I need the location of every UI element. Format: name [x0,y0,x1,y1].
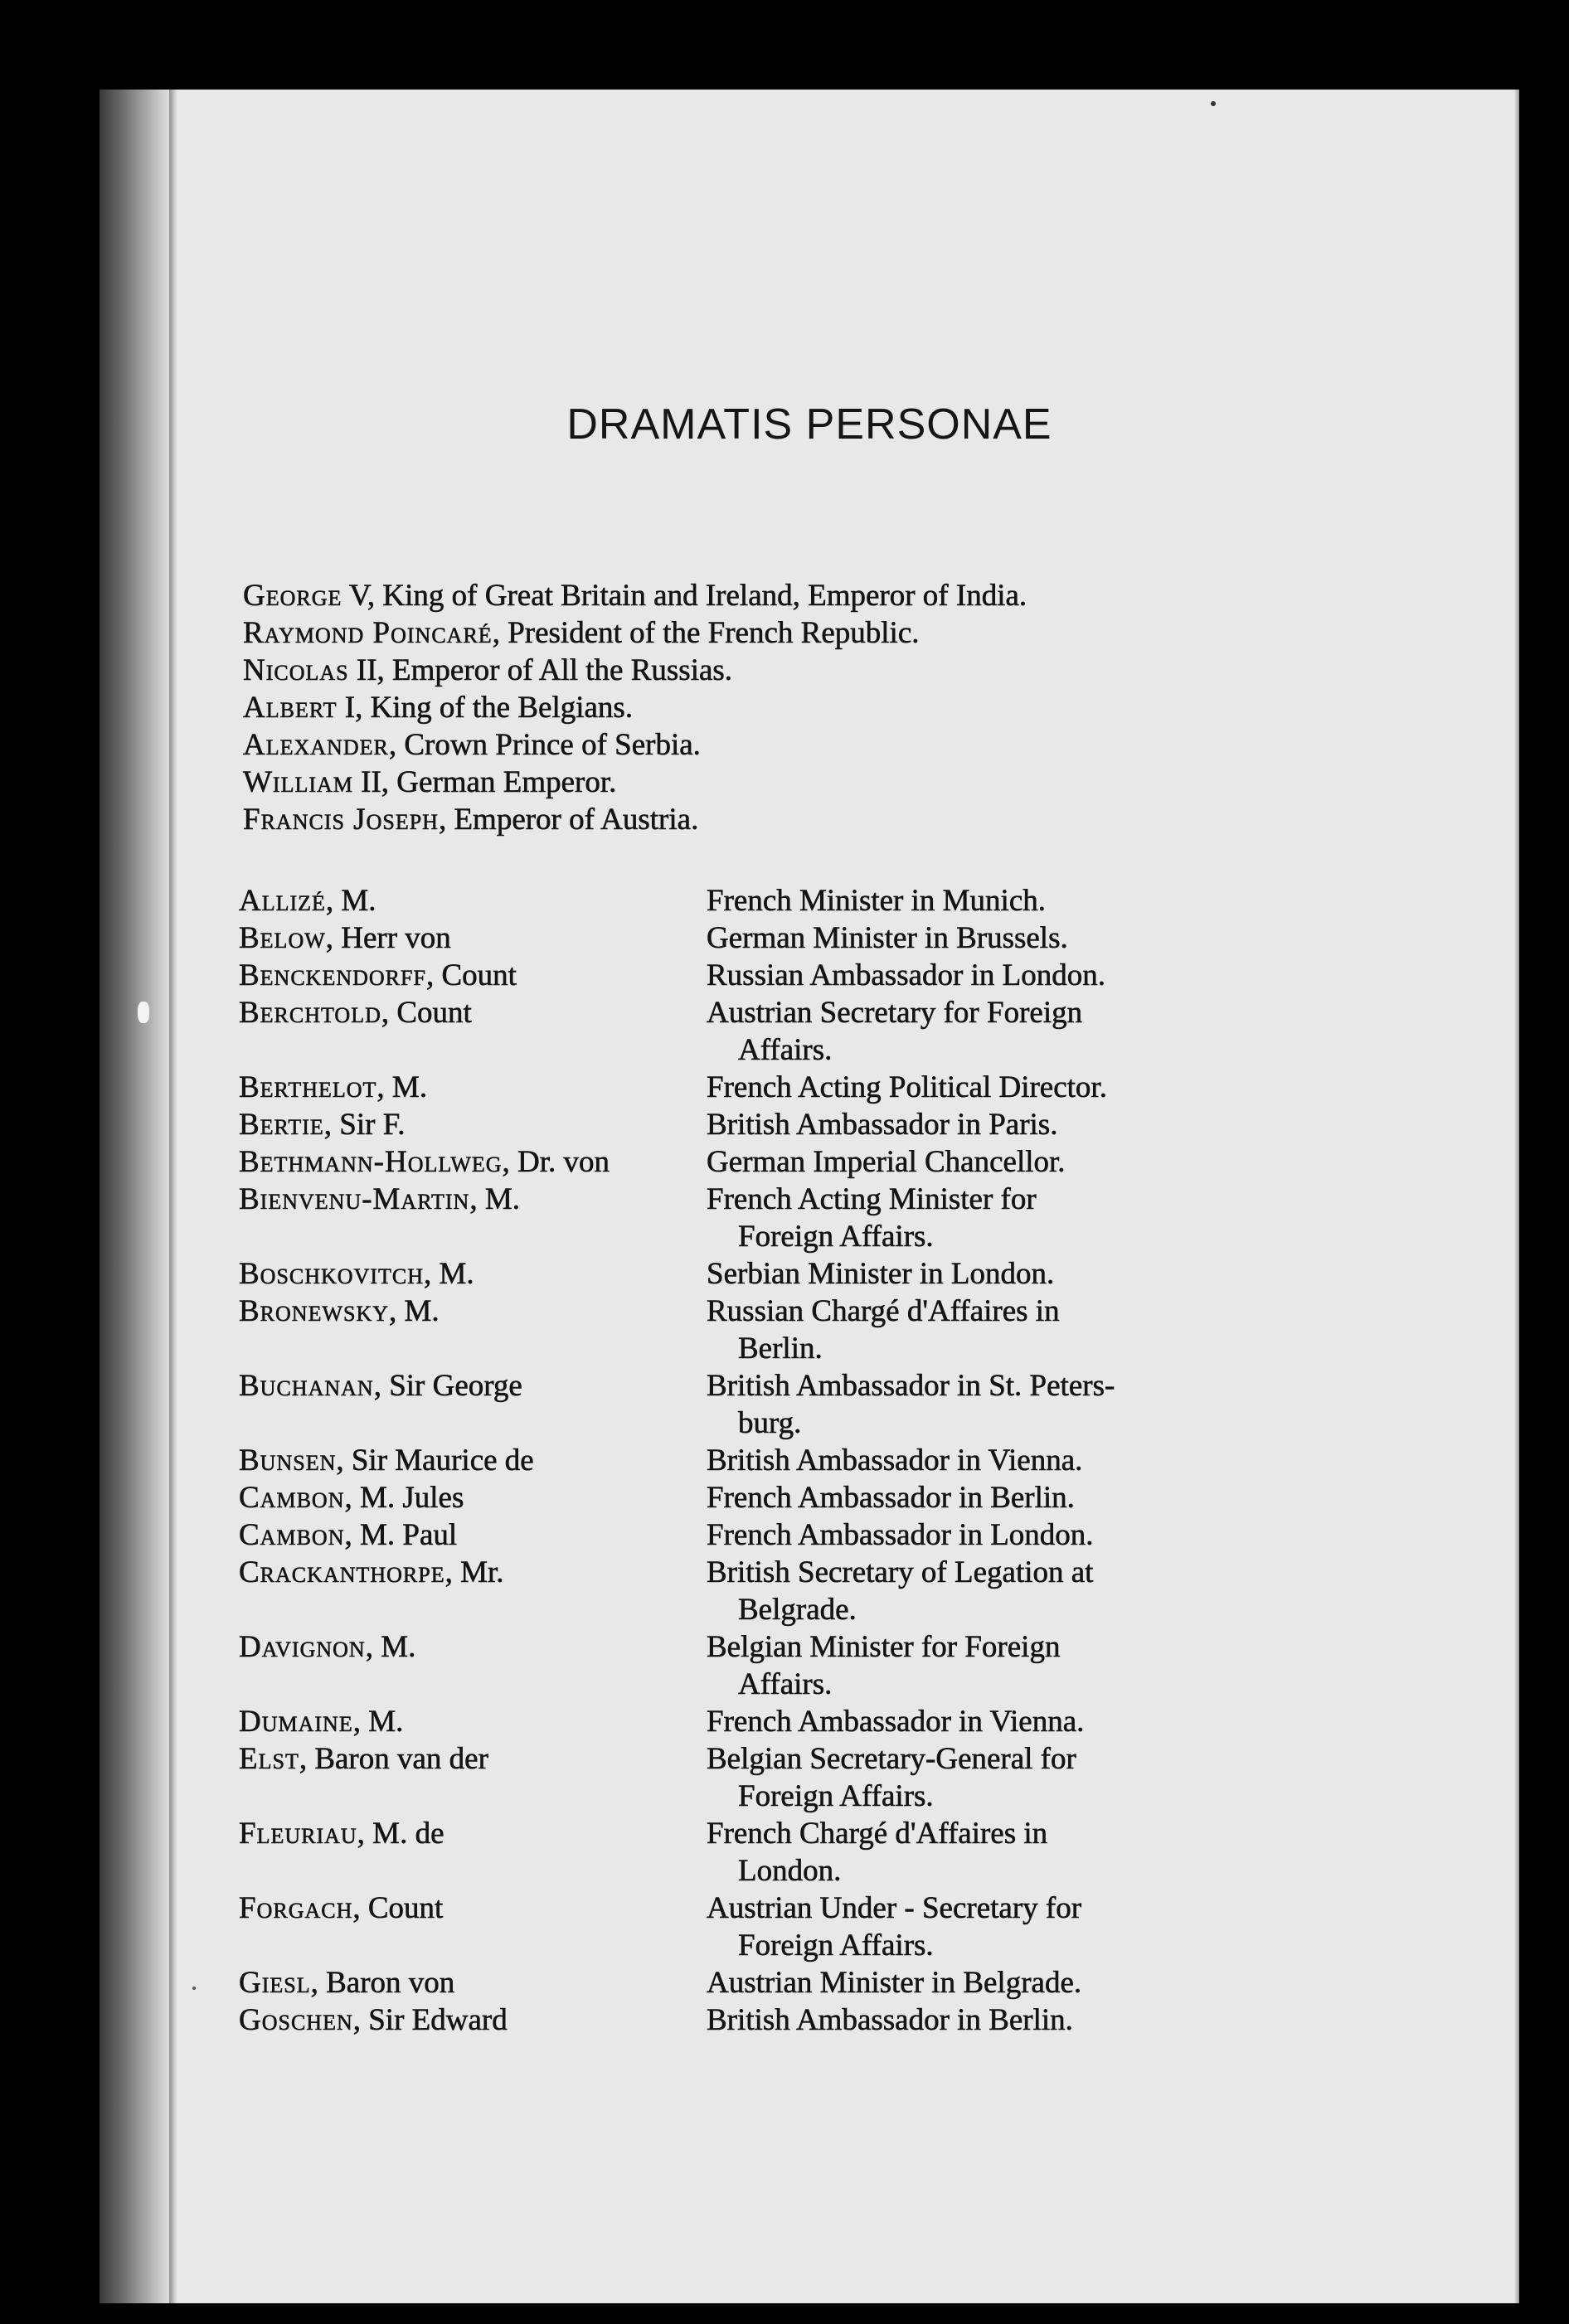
dramatis-personae-table [239,882,1317,2039]
person-name-cell [239,1890,707,1927]
person-role-cell [707,919,1193,957]
person-surname: Bronewsky [239,1294,390,1328]
person-surname: Bertie [239,1108,324,1142]
person-given-name: , Baron von [310,1966,455,2000]
person-name-cell [239,2001,707,2039]
person-name-cell [239,994,707,1031]
person-surname: Bienvenu-Martin [239,1182,470,1216]
table-row [239,882,1317,919]
person-name-cell [239,1516,707,1554]
person-role-cell [707,1815,1193,1890]
person-role-cell [707,1069,1193,1106]
person-name: Albert [243,691,338,725]
scan-speck [138,1002,149,1023]
person-name-cell [239,1554,707,1591]
person-given-name: , Sir F. [323,1108,406,1142]
person-role-cell [707,2001,1193,2039]
role-line: French Acting Minister for [707,1182,1037,1216]
list-item [243,652,1027,689]
table-row [239,1106,1317,1143]
person-name-cell [239,1367,707,1405]
role-line: French Ambassador in Berlin. [707,1481,1075,1515]
role-line: British Ambassador in Berlin. [707,2003,1073,2037]
person-name: Francis Joseph [243,803,439,837]
list-item [243,801,1027,838]
person-given-name: , M. [325,884,376,918]
person-surname: Goschen [239,2003,353,2037]
table-row [239,1740,1317,1815]
role-line: British Ambassador in St. Peters- [707,1369,1115,1403]
person-role-cell [707,1367,1193,1442]
person-name: William [243,765,353,799]
list-item [243,577,1027,614]
person-given-name: , M. de [357,1817,444,1851]
person-surname: Giesl [239,1966,311,2000]
person-name-cell [239,1628,707,1666]
scan-speck [192,1987,196,1990]
person-given-name: , Count [352,1891,444,1925]
page-title: DRAMATIS PERSONAE [566,400,1052,449]
person-description: II, Emperor of All the Russias. [348,653,733,687]
table-row [239,994,1317,1069]
table-row [239,1181,1317,1255]
role-line: Foreign Affairs. [738,1220,934,1254]
person-name-cell [239,957,707,994]
person-given-name: , Mr. [444,1555,504,1589]
role-line: German Imperial Chancellor. [707,1145,1066,1179]
person-name-cell [239,1964,707,2001]
list-item [243,726,1027,764]
person-surname: Davignon [239,1630,366,1664]
person-given-name: , Sir Edward [352,2003,508,2037]
person-name-cell [239,1143,707,1181]
table-row [239,1293,1317,1367]
table-row [239,2001,1317,2039]
person-description: II, German Emperor. [352,765,617,799]
table-row [239,1479,1317,1516]
role-line: French Acting Political Director. [707,1070,1107,1104]
person-given-name: , M. Paul [344,1518,458,1552]
person-name: Raymond Poincaré [243,616,493,650]
role-line: Russian Ambassador in London. [707,958,1105,992]
table-row [239,919,1317,957]
role-line: British Ambassador in Paris. [707,1108,1058,1142]
person-role-cell [707,1890,1193,1964]
person-name: Nicolas [243,653,349,687]
list-item [243,689,1027,726]
person-surname: Allizé [239,884,326,918]
table-row [239,1815,1317,1890]
table-row [239,1554,1317,1628]
scan-speck [1211,101,1216,106]
person-name-cell [239,1181,707,1218]
person-description: , President of the French Republic. [492,616,920,650]
role-line: Affairs. [738,1033,833,1067]
role-line: burg. [738,1406,802,1440]
person-name-cell [239,1479,707,1516]
person-surname: Elst [239,1742,299,1776]
person-surname: Benckendorff [239,958,426,992]
person-given-name: , M. [365,1630,416,1664]
person-given-name: , Herr von [325,921,451,955]
role-line: Belgian Secretary-General for [707,1742,1076,1776]
table-row [239,1703,1317,1740]
role-line: Belgian Minister for Foreign [707,1630,1061,1664]
person-surname: Fleuriau [239,1817,357,1851]
person-name: George [243,579,342,613]
person-name-cell [239,1106,707,1143]
person-given-name: , Baron van der [299,1742,488,1776]
role-line: Belgrade. [738,1593,857,1627]
person-name-cell [239,882,707,919]
table-row [239,1442,1317,1479]
person-surname: Cambon [239,1518,345,1552]
person-role-cell [707,1181,1193,1255]
list-item [243,614,1027,652]
list-item [243,764,1027,801]
person-description: , Crown Prince of Serbia. [388,728,701,762]
person-role-cell [707,1479,1193,1516]
role-line: Austrian Secretary for Foreign [707,996,1083,1030]
role-line: Foreign Affairs. [738,1779,934,1813]
person-name-cell [239,1293,707,1330]
role-line: French Ambassador in London. [707,1518,1094,1552]
person-given-name: , M. [424,1257,474,1291]
scanned-page [100,90,1519,2303]
person-role-cell [707,1554,1193,1628]
table-row [239,1255,1317,1293]
person-name-cell [239,1740,707,1778]
person-given-name: , M. [352,1705,404,1739]
table-row [239,957,1317,994]
table-row [239,1964,1317,2001]
role-line: Affairs. [738,1667,833,1701]
person-surname: Bethmann-Hollweg [239,1145,503,1179]
person-surname: Below [239,921,326,955]
person-name-cell [239,1069,707,1106]
person-description: I, King of the Belgians. [337,691,634,725]
person-given-name: , Count [381,996,472,1030]
table-row [239,1628,1317,1703]
person-role-cell [707,1516,1193,1554]
person-surname: Cambon [239,1481,345,1515]
person-surname: Dumaine [239,1705,353,1739]
table-row [239,1516,1317,1554]
person-role-cell [707,1703,1193,1740]
person-name-cell [239,1255,707,1293]
role-line: British Secretary of Legation at [707,1555,1094,1589]
table-row [239,1890,1317,1964]
person-given-name: , Sir Maurice de [336,1443,534,1477]
person-role-cell [707,1143,1193,1181]
person-role-cell [707,1740,1193,1815]
role-line: German Minister in Brussels. [707,921,1068,955]
person-name: Alexander [243,728,389,762]
person-role-cell [707,957,1193,994]
table-row [239,1143,1317,1181]
table-row [239,1367,1317,1442]
role-line: French Chargé d'Affaires in [707,1817,1048,1851]
person-role-cell [707,1442,1193,1479]
person-role-cell [707,1964,1193,2001]
person-role-cell [707,994,1193,1069]
person-description: , Emperor of Austria. [438,803,699,837]
person-given-name: , Count [425,958,517,992]
table-row [239,1069,1317,1106]
person-surname: Forgach [239,1891,353,1925]
person-role-cell [707,1106,1193,1143]
person-given-name: , Dr. von [502,1145,610,1179]
role-line: Russian Chargé d'Affaires in [707,1294,1060,1328]
person-surname: Boschkovitch [239,1257,425,1291]
role-line: Foreign Affairs. [738,1929,934,1963]
role-line: Austrian Under - Secretary for [707,1891,1082,1925]
person-surname: Buchanan [239,1369,374,1403]
person-given-name: , M. [389,1294,440,1328]
person-role-cell [707,1293,1193,1367]
role-line: French Minister in Munich. [707,884,1047,918]
person-surname: Berchtold [239,996,381,1030]
person-name-cell [239,919,707,957]
person-role-cell [707,1628,1193,1703]
role-line: British Ambassador in Vienna. [707,1443,1083,1477]
role-line: Berlin. [738,1332,823,1366]
role-line: Austrian Minister in Belgrade. [707,1966,1082,2000]
person-name-cell [239,1815,707,1852]
person-given-name: , M. Jules [344,1481,464,1515]
person-name-cell [239,1442,707,1479]
person-role-cell [707,1255,1193,1293]
person-role-cell [707,882,1193,919]
role-line: French Ambassador in Vienna. [707,1705,1085,1739]
person-surname: Berthelot [239,1070,377,1104]
role-line: Serbian Minister in London. [707,1257,1055,1291]
sovereigns-list [243,577,1027,838]
person-surname: Bunsen [239,1443,337,1477]
person-surname: Crackanthorpe [239,1555,445,1589]
person-given-name: , M. [376,1070,428,1104]
role-line: London. [738,1854,842,1888]
person-name-cell [239,1703,707,1740]
person-given-name: , Sir George [373,1369,522,1403]
person-given-name: , M. [469,1182,520,1216]
person-description: V, King of Great Britain and Ireland, Emperor of India. [342,579,1027,613]
